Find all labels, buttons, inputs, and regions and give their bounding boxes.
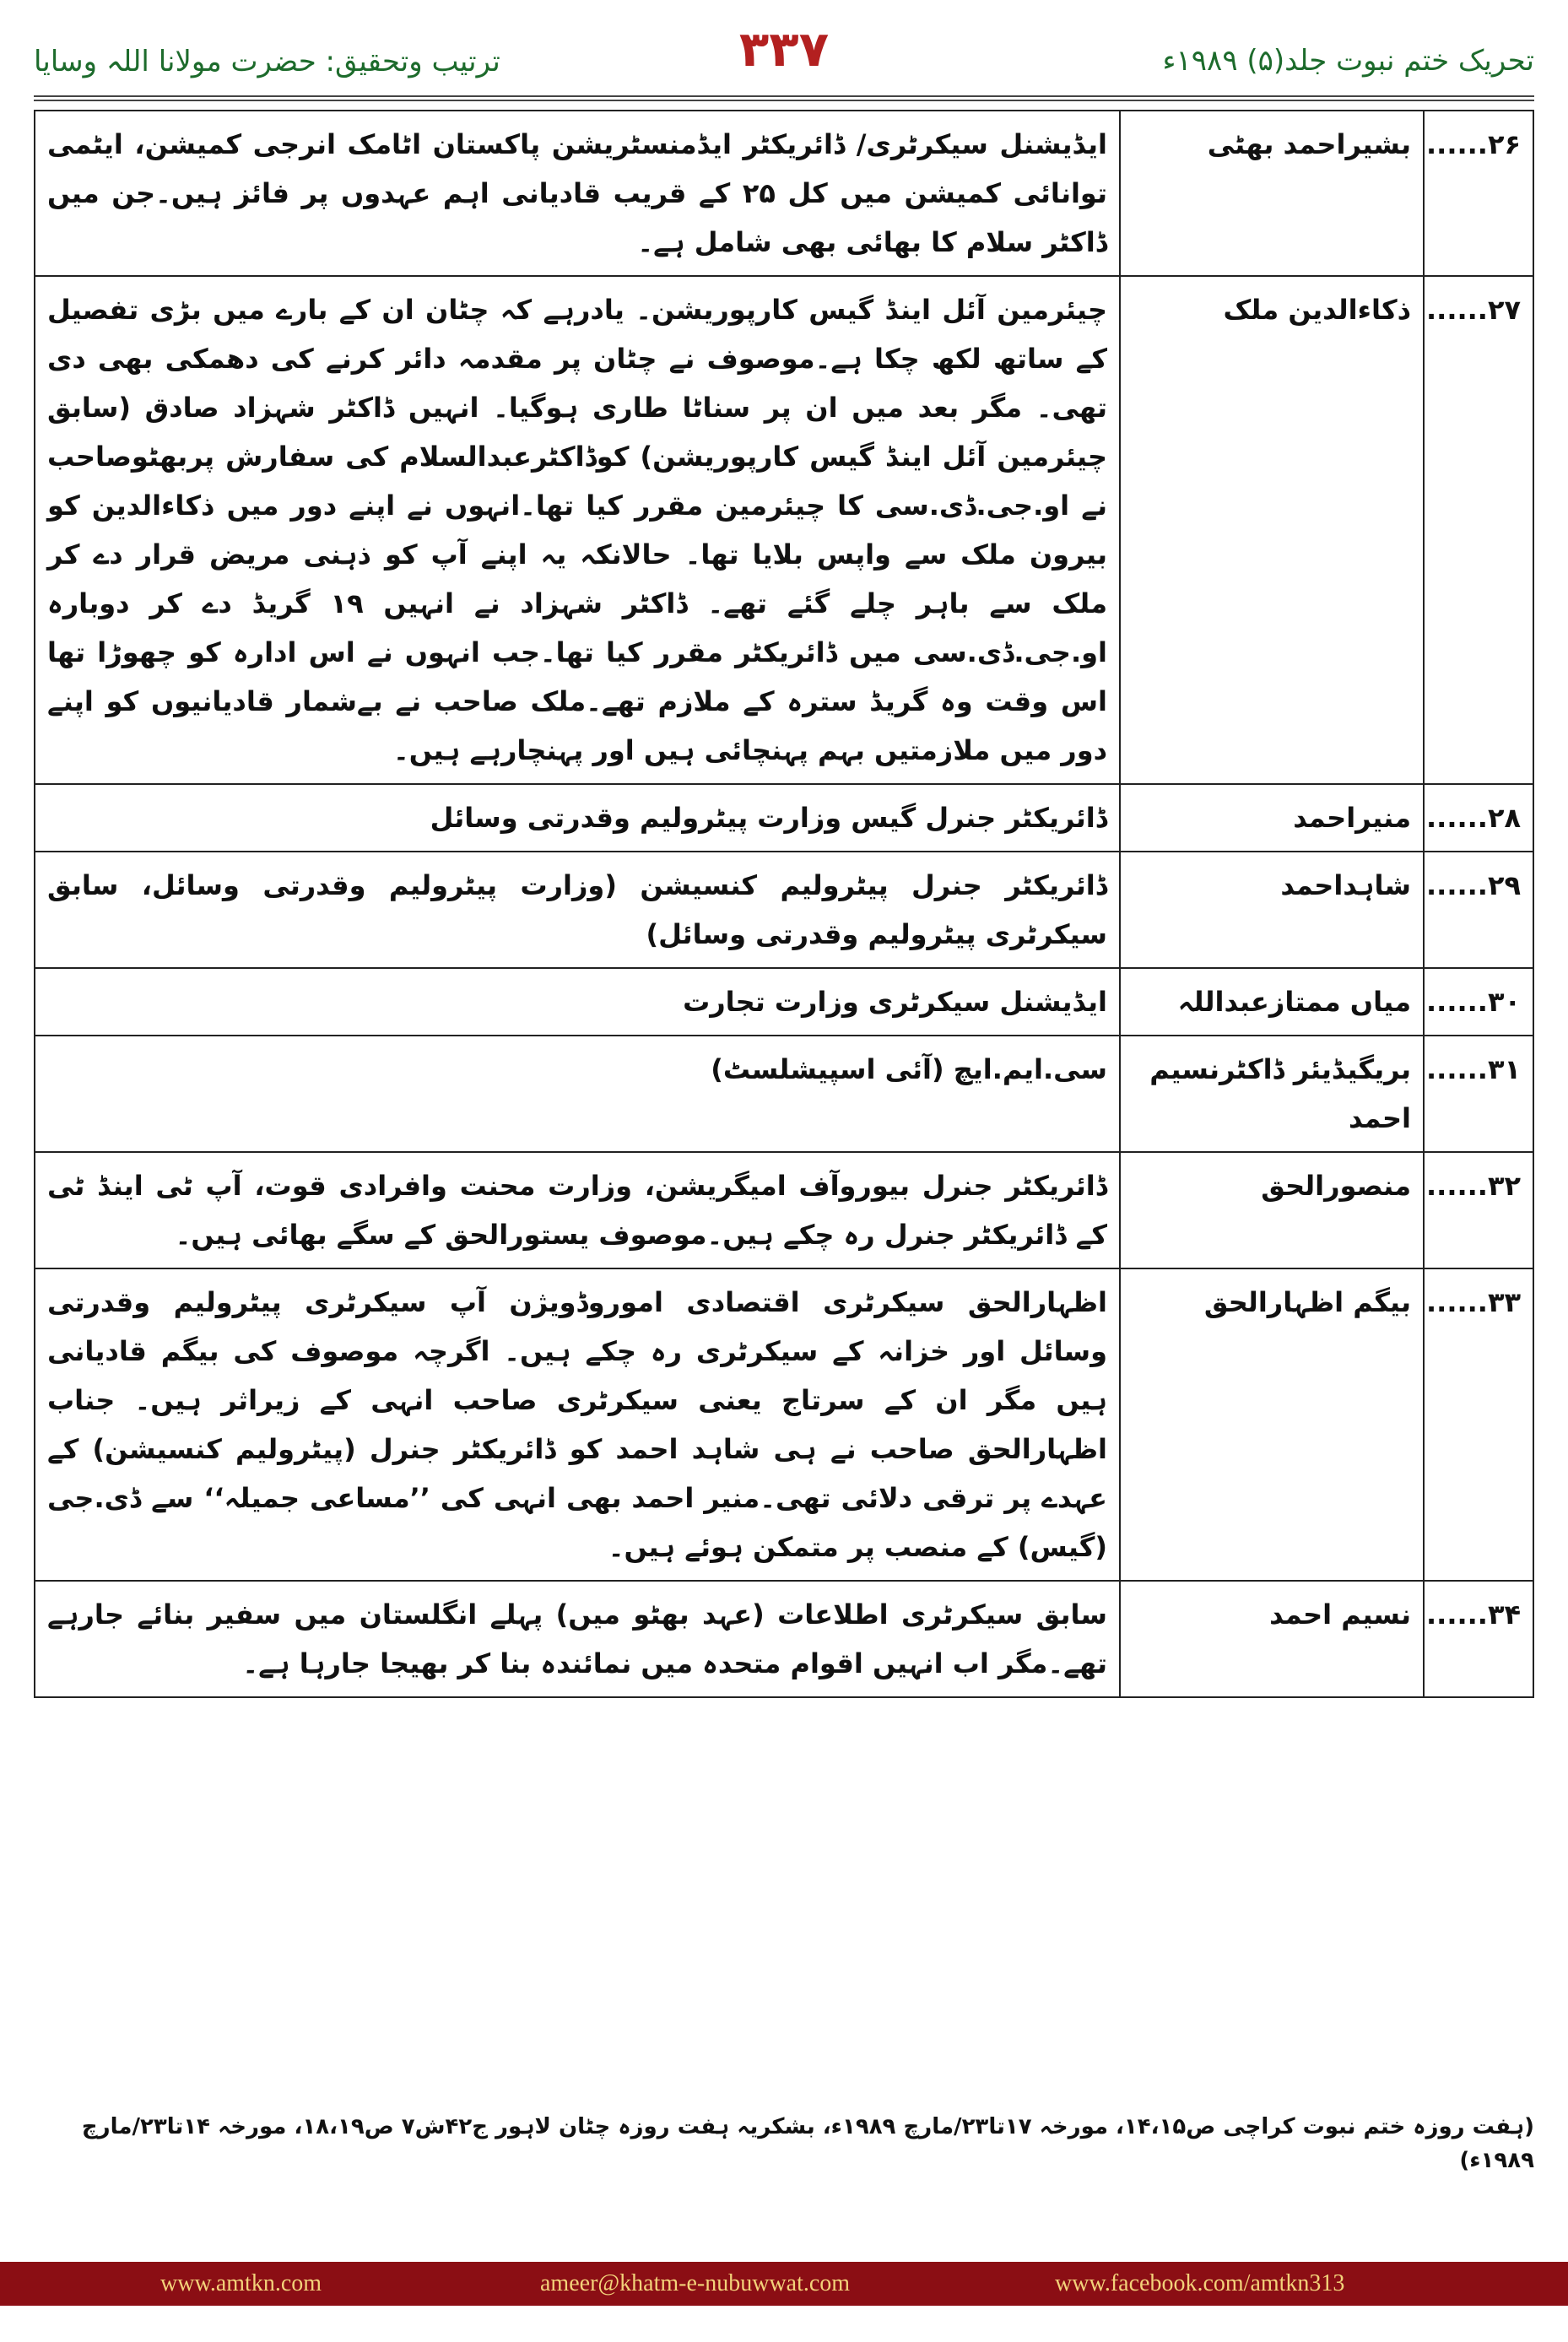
official-description: سی.ایم.ایچ (آئی اسپیشلسٹ) [35, 1036, 1120, 1152]
row-number: ۳۲...... [1424, 1152, 1533, 1268]
official-name: منصورالحق [1120, 1152, 1424, 1268]
official-description: ایڈیشنل سیکرٹری وزارت تجارت [35, 968, 1120, 1036]
official-description: سابق سیکرٹری اطلاعات (عہد بھٹو میں) پہلے انگلستان میں سفیر بنائے جارہے تھے۔مگر اب انہیں اقوام متحدہ میں نمائندہ بنا کر بھیجا جارہا ہے۔ [35, 1581, 1120, 1697]
page-number: ۳۳۷ [738, 20, 830, 78]
email-link[interactable]: ameer@khatm-e-nubuwwat.com [540, 2270, 851, 2296]
row-number: ۳۴...... [1424, 1581, 1533, 1697]
source-citation: (ہفت روزہ ختم نبوت کراچی ص۱۴،۱۵، مورخہ ۱۷تا۲۳/مارچ ۱۹۸۹ء، بشکریہ ہفت روزہ چٹان لاہور ج۴۲ش۷ ص۱۸،۱۹، مورخہ ۱۴تا۲۳/مارچ ۱۹۸۹ء) [81, 2114, 1534, 2173]
row-number: ۲۹...... [1424, 852, 1533, 968]
table-row [35, 968, 1533, 1036]
official-name: شاہداحمد [1120, 852, 1424, 968]
table-row [35, 784, 1533, 852]
facebook-link[interactable]: www.facebook.com/amtkn313 [1055, 2270, 1345, 2296]
official-description: چیئرمین آئل اینڈ گیس کارپوریشن۔ یادرہے کہ چٹان ان کے بارے میں بڑی تفصیل کے ساتھ لکھ چکا ہے۔موصوف نے چٹان پر مقدمہ دائر کرنے کی دھمکی بھی دی تھی۔ مگر بعد میں ان پر سناٹا طاری ہوگیا۔ انہیں ڈاکٹر شہزاد صادق (سابق چیئرمین آئل اینڈ گیس کارپوریشن) کوڈاکٹرعبدالسلام کی سفارش پربھٹوصاحب نے او.جی.ڈی.سی کا چیئرمین مقرر کیا تھا۔انہوں نے اپنے دور میں ذکاءالدین کو بیرون ملک سے واپس بلایا تھا۔ حالانکہ یہ اپنے آپ کو ذہنی مریض قرار دے کر ملک سے باہر چلے گئے تھے۔ ڈاکٹر شہزاد نے انہیں ۱۹ گریڈ دے کر دوبارہ او.جی.ڈی.سی میں ڈائریکٹر مقرر کیا تھا۔جب انہوں نے اس ادارہ کو چھوڑا تھا اس وقت وہ گریڈ سترہ کے ملازم تھے۔ملک صاحب نے بےشمار قادیانیوں کو اپنے دور میں ملازمتیں بہم پہنچائی ہیں اور پہنچارہے ہیں۔ [35, 276, 1120, 784]
footer-bar [0, 2262, 1568, 2306]
compiler-credit: ترتیب وتحقیق: حضرت مولانا اللہ وسایا [34, 45, 500, 78]
official-description: ڈائریکٹر جنرل گیس وزارت پیٹرولیم وقدرتی وسائل [35, 784, 1120, 852]
official-name: ذکاءالدین ملک [1120, 276, 1424, 784]
page-header [34, 15, 1534, 91]
table-row [35, 852, 1533, 968]
official-name: نسیم احمد [1120, 1581, 1424, 1697]
book-title: تحریک ختم نبوت جلد(۵) ۱۹۸۹ء [1162, 44, 1534, 78]
official-name: میاں ممتازعبداللہ [1120, 968, 1424, 1036]
official-description: ڈائریکٹر جنرل پیٹرولیم کنسیشن (وزارت پیٹرولیم وقدرتی وسائل، سابق سیکرٹری پیٹرولیم وقدرتی وسائل) [35, 852, 1120, 968]
official-name: بشیراحمد بھٹی [1120, 111, 1424, 276]
row-number: ۳۰...... [1424, 968, 1533, 1036]
row-number: ۳۳...... [1424, 1268, 1533, 1581]
official-name: منیراحمد [1120, 784, 1424, 852]
row-number: ۳۱...... [1424, 1036, 1533, 1152]
table-row [35, 1152, 1533, 1268]
row-number: ۲۶...... [1424, 111, 1533, 276]
website-link[interactable]: www.amtkn.com [160, 2270, 322, 2296]
official-description: اظہارالحق سیکرٹری اقتصادی اموروڈویژن آپ سیکرٹری پیٹرولیم وقدرتی وسائل اور خزانہ کے سیکرٹری رہ چکے ہیں۔ اگرچہ موصوف کی بیگم قادیانی ہیں مگر ان کے سرتاج یعنی سیکرٹری صاحب انہی کے زیراثر ہیں۔ جناب اظہارالحق صاحب نے ہی شاہد احمد کو ڈائریکٹر جنرل (پیٹرولیم کنسیشن) کے عہدے پر ترقی دلائی تھی۔منیر احمد بھی انہی کی ’’مساعی جمیلہ‘‘ سے ڈی.جی (گیس) کے منصب پر متمکن ہوئے ہیں۔ [35, 1268, 1120, 1581]
official-description: ڈائریکٹر جنرل بیوروآف امیگریشن، وزارت محنت وافرادی قوت، آپ ٹی اینڈ ٹی کے ڈائریکٹر جنرل رہ چکے ہیں۔موصوف یستورالحق کے سگے بھائی ہیں۔ [35, 1152, 1120, 1268]
row-number: ۲۷...... [1424, 276, 1533, 784]
header-divider [34, 95, 1534, 101]
table-row [35, 1268, 1533, 1581]
official-name: بیگم اظہارالحق [1120, 1268, 1424, 1581]
table-row [35, 1581, 1533, 1697]
table-row [35, 111, 1533, 276]
table-row [35, 276, 1533, 784]
row-number: ۲۸...... [1424, 784, 1533, 852]
official-description: ایڈیشنل سیکرٹری/ ڈائریکٹر ایڈمنسٹریشن پاکستان اٹامک انرجی کمیشن، ایٹمی توانائی کمیشن میں کل ۲۵ کے قریب قادیانی اہم عہدوں پر فائز ہیں۔جن میں ڈاکٹر سلام کا بھائی بھی شامل ہے۔ [35, 111, 1120, 276]
official-name: بریگیڈیئر ڈاکٹرنسیم احمد [1120, 1036, 1424, 1152]
table-row [35, 1036, 1533, 1152]
officials-table [34, 110, 1534, 1698]
